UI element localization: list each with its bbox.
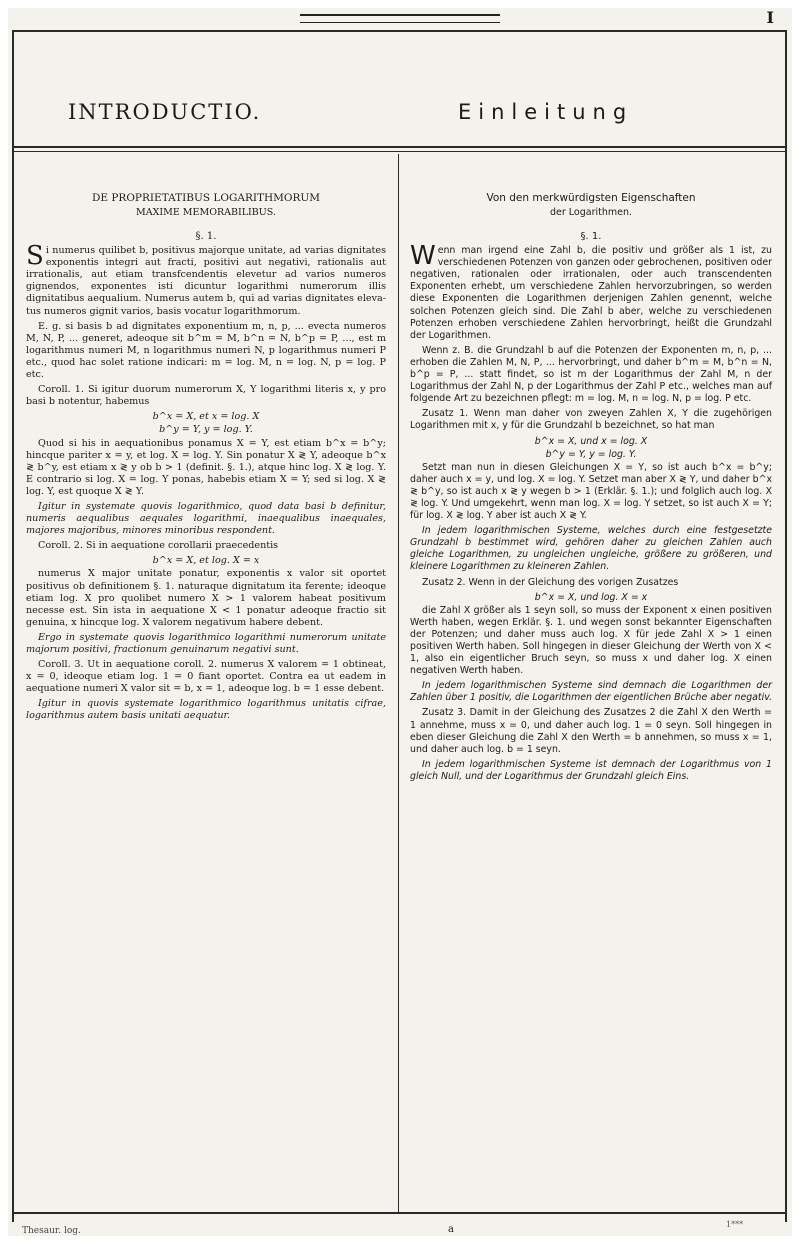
top-rule: [12, 30, 787, 32]
latin-paragraph: numerus X major unitate ponatur, exponentis x valor sit oportet positivus ob definitionem §. 1. naturaque dignitatum ita ferente; ideoque etiam log. X pro quolibet numero X > 1 valorem habeat positivum necesse est. Sin ista in aequatione X < 1 ponatur adeoque fractio sit genuina, x hincque log. X valorem negativum habere debent.: [26, 568, 386, 628]
german-paragraph: Zusatz 2. Wenn in der Gleichung des vorigen Zusatzes: [422, 576, 679, 588]
german-formula: b^y = Y, y = log. Y.: [545, 448, 637, 460]
german-paragraph: die Zahl X größer als 1 seyn soll, so muss der Exponent x einen positiven Werth haben, wegen Erklär. §. 1. und wegen sonst bekannter Eigenschaften der Potenzen; und daher muss auch log. X für jede Zahl X > 1 einen positiven Werth haben. Soll hingegen in dieser Gleichung der Werth von X < 1, also ein eigentlicher Bruch seyn, so muss x und daher log. X einen negativen Werth haben.: [410, 604, 772, 677]
page-header: [8, 8, 792, 26]
german-paragraph: Setzt man nun in diesen Gleichungen X = Y, so ist auch b^x = b^y; daher auch x = y, und log. X = log. Y. Setzet man aber X ≷ Y, und daher b^x ≷ b^y, so ist auch x ≷ y wegen b > 1 (Erklär. §. 1.); und folglich auch log. X ≷ log. Y. Und umgekehrt, wenn man log. X = log. Y setzet, so ist auch X = Y; für log. X ≷ log. Y aber ist auch X ≷ Y.: [410, 461, 772, 522]
bottom-rule: [12, 1212, 787, 1214]
book-page: [8, 8, 792, 1236]
latin-paragraph: Si numerus quilibet b, positivus majorque unitate, ad varias dignitates exponentis integri aut fracti, positivi aut negativi, rationalis aut irrationalis, aut etiam transfcendentis elevetur ad varios numeros gignendos, exponentes isti dicuntur logarithmi numerorum illis dignitatibus aequalium. Numerus autem b, qui ad varias dignitates elevatus numeros gignit varios, basis vocatur logarithmorum.: [26, 241, 386, 317]
latin-paragraph: Coroll. 1. Si igitur duorum numerorum X, Y logarithmi literis x, y pro basi b notentur, habemus: [26, 384, 386, 408]
latin-paragraph: Coroll. 3. Ut in aequatione coroll. 2. numerus X valorem = 1 obtineat, x = 0, ideoque etiam log. 1 = 0 fiant oportet. Contra ea ut eadem in aequatione numeri X valor sit = b, x = 1, adeoque log. b = 1 esse debent.: [26, 659, 386, 695]
latin-formula: b^x = X, et x = log. X: [152, 411, 260, 423]
heading-rule-bottom: [12, 151, 787, 152]
latin-theorem: Ergo in systemate quovis logarithmico logarithmi numerorum unitate majorum positivi, fractionum genuinarum negativi sunt.: [26, 631, 386, 655]
german-theorem: In jedem logarithmischen Systeme sind demnach die Logarithmen der Zahlen über 1 positiv, die Logarithmen der eigentlichen Brüche aber negativ.: [410, 680, 772, 704]
column-divider: [398, 154, 399, 1212]
german-paragraph: Wenn man irgend eine Zahl b, die positiv und größer als 1 ist, zu verschiedenen Potenzen von ganzen oder gebrochenen, positiven oder negativen, rationalen oder irrationalen, oder auch transcendenten Exponenten erhebt, um verschiedene Zahlen hervorzubringen, so werden diese Exponenten die Logarithmen derjenigen Zahlen genennt, welche solchen Potenzen gleich sind. Die Zahl b aber, welche zu verschiedenen Potenzen erhoben verschiedene Zahlen hervorbringt, heißt die Grundzahl der Logarithmen.: [410, 241, 772, 341]
latin-formula: b^x = X, et log. X = x: [152, 555, 260, 567]
header-ornament: [300, 14, 500, 23]
latin-formula: b^y = Y, y = log. Y.: [159, 424, 253, 436]
footer-signature-mark: a: [448, 1224, 454, 1235]
latin-paragraph: E. g. si basis b ad dignitates exponentium m, n, p, ... evecta numeros M, N, P, ... generet, adeoque sit b^m = M, b^n = N, b^p = P, ..., est m logarithmus numeri M, n logarithmus numeri N, p logarithmus numeri P etc., quod hac solet ratione indicari: m = log. M, n = log. N, p = log. P etc.: [26, 320, 386, 381]
frame-right-rule: [785, 32, 787, 1222]
latin-theorem: Igitur in quovis systemate logarithmico logarithmus unitatis cifrae, logarithmus autem basis unitati aequatur.: [26, 698, 386, 722]
german-paragraph: Zusatz 1. Wenn man daher von zweyen Zahlen X, Y die zugehörigen Logarithmen mit x, y für die Grundzahl b bezeichnet, so hat man: [410, 408, 772, 432]
german-paragraph: Wenn z. B. die Grundzahl b auf die Potenzen der Exponenten m, n, p, ... erhoben die Zahlen M, N, P, ... hervorbringt, und daher b^m = M, b^n = N, b^p = P, ... statt findet, so ist m der Logarithmus der Zahl M, n der Logarithmus der Zahl N, p der Logarithmus der Zahl P etc., welches man auf folgende Art zu bezeichnen pflegt: m = log. M, n = log. N, p = log. P etc.: [410, 344, 772, 405]
heading-latin: INTRODUCTIO.: [68, 100, 262, 124]
german-section-number: §. 1.: [580, 231, 602, 242]
latin-section-number: §. 1.: [195, 231, 217, 242]
latin-column: [26, 192, 386, 726]
latin-theorem: Igitur in systemate quovis logarithmico, quod data basi b definitur, numeris aequalibus aequales logarithmi, inaequalibus inaequales, majores majoribus, minores minoribus respondent.: [26, 500, 386, 537]
latin-title: DE PROPRIETATIBUS LOGARITHMORUM: [91, 192, 321, 204]
page-number: I: [766, 8, 774, 27]
german-formula: b^x = X, und x = log. X: [534, 435, 648, 447]
latin-paragraph: Quod si his in aequationibus ponamus X = Y, est etiam b^x = b^y; hincque pariter x = y, et log. X = log. Y. Sin ponatur X ≷ Y, adeoque b^x ≷ b^y, est etiam x ≷ y ob b > 1 (definit. §. 1.), atque hinc log. X ≷ log. Y. E contrario si log. X = log. Y ponas, habebis etiam X = Y; sed si log. X ≷ log. Y, est quoque X ≷ Y.: [26, 437, 386, 497]
german-title: Von den merkwürdigsten Eigenschaften: [486, 192, 696, 204]
latin-paragraph: Coroll. 2. Si in aequatione corollarii praecedentis: [38, 540, 279, 552]
german-paragraph: Zusatz 3. Damit in der Gleichung des Zusatzes 2 die Zahl X den Werth = 1 annehme, muss x = 0, und daher auch log. 1 = 0 seyn. Soll hingegen in eben dieser Gleichung die Zahl X den Werth = b annehmen, so muss x = 1, und daher auch log. b = 1 seyn.: [410, 707, 772, 755]
frame-left-rule: [12, 32, 14, 1222]
latin-subtitle: MAXIME MEMORABILIBUS.: [136, 207, 276, 218]
german-subtitle: der Logarithmen.: [549, 207, 633, 218]
german-theorem: In jedem logarithmischen Systeme, welches durch eine festgesetzte Grundzahl b bestimmet wird, gehören daher zu gleichen Zahlen auch gleiche Logarithmen, zu ungleichen ungleiche, größere zu größeren, und kleinere Logarithmen zu kleineren Zahlen.: [410, 525, 772, 573]
latin-dropcap: S: [26, 241, 44, 272]
german-dropcap: W: [410, 241, 436, 272]
german-column: [410, 192, 772, 786]
german-formula: b^x = X, und log. X = x: [534, 591, 648, 603]
footer-running-title: Thesaur. log.: [22, 1226, 81, 1236]
footer-catchword: 1***: [726, 1220, 744, 1229]
german-theorem: In jedem logarithmischen Systeme ist demnach der Logarithmus von 1 gleich Null, und der Logarithmus der Grundzahl gleich Eins.: [410, 758, 772, 782]
heading-german: Einleitung: [458, 100, 634, 124]
heading-rule-top: [12, 146, 787, 148]
